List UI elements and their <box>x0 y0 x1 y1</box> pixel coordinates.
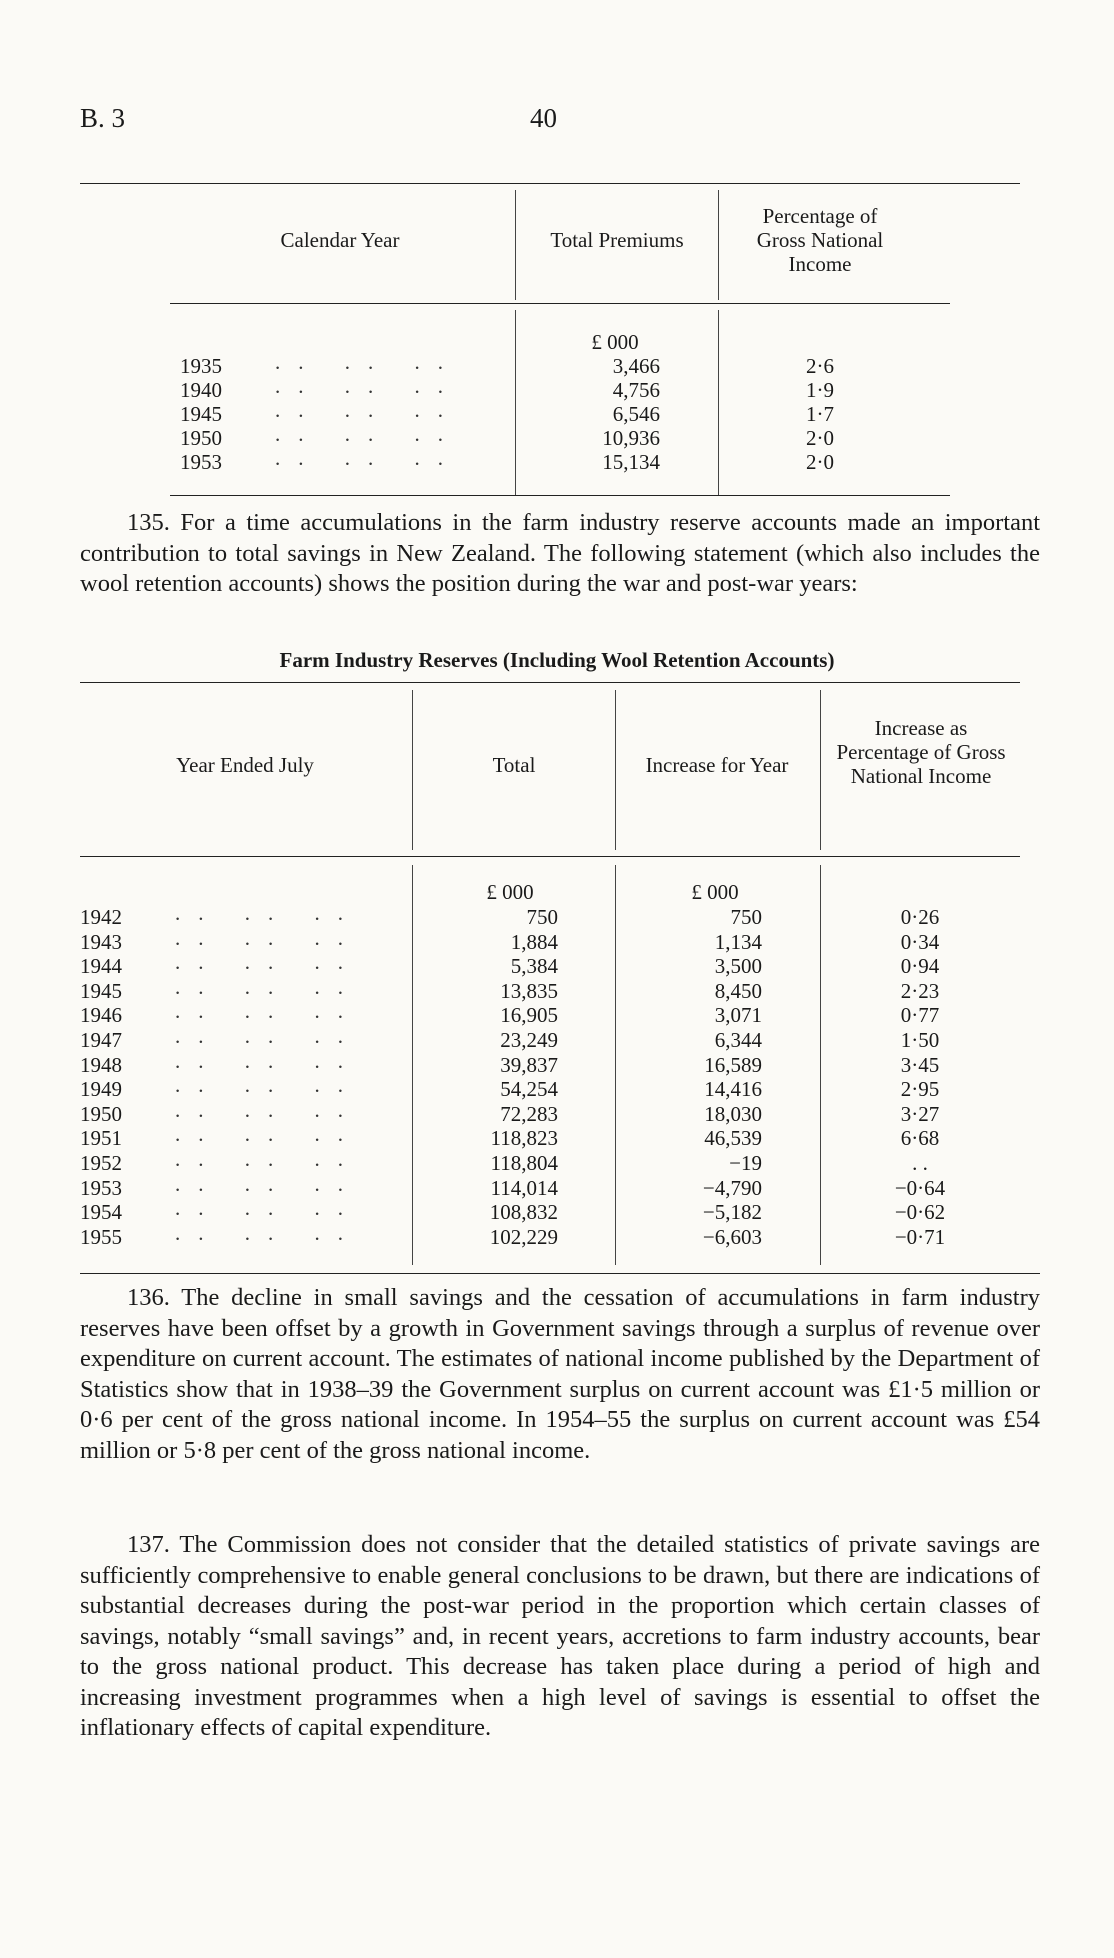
total-cell: 102,229 <box>489 1225 558 1249</box>
premiums-cell: 10,936 <box>602 426 660 450</box>
increase-cell: 3,071 <box>714 1003 762 1027</box>
total-cell: 118,823 <box>490 1126 558 1150</box>
table2-title: Farm Industry Reserves (Including Wool Retention Accounts) <box>279 648 835 672</box>
year-cell: 1950 <box>180 426 222 450</box>
total-cell: 72,283 <box>500 1102 558 1126</box>
pct-cell: 1·7 <box>806 402 834 426</box>
leader-dots: .. .. .. <box>175 999 361 1023</box>
leader-dots: .. .. .. <box>275 374 461 398</box>
leader-dots: .. .. .. <box>175 975 361 999</box>
year-cell: 1940 <box>180 378 222 402</box>
premiums-cell: 6,546 <box>612 402 660 426</box>
premiums-unit: £ 000 <box>591 330 639 354</box>
pct-cell: 2·0 <box>806 450 834 474</box>
year-cell: 1945 <box>180 402 222 426</box>
year-cell: 1948 <box>80 1053 122 1077</box>
increase-pct-cell: 6·68 <box>900 1126 940 1150</box>
year-cell: 1951 <box>80 1126 122 1150</box>
premiums-cell: 15,134 <box>602 450 660 474</box>
leader-dots: .. .. .. <box>275 398 461 422</box>
increase-cell: 3,500 <box>714 954 762 978</box>
col-increase-pct-gni: Increase as Percentage of Gross National Income <box>836 716 1006 788</box>
increase-pct-cell: 2·95 <box>900 1077 940 1101</box>
total-cell: 118,804 <box>490 1151 558 1175</box>
increase-cell: −19 <box>729 1151 762 1175</box>
increase-cell: −5,182 <box>702 1200 762 1224</box>
leader-dots: .. .. .. <box>275 422 461 446</box>
year-cell: 1942 <box>80 905 122 929</box>
year-cell: 1953 <box>80 1176 122 1200</box>
leader-dots: .. .. .. <box>175 1172 361 1196</box>
increase-cell: 750 <box>730 905 762 929</box>
increase-pct-cell: 0·34 <box>900 930 940 954</box>
col-total: Total <box>492 753 536 777</box>
col-total-premiums: Total Premiums <box>550 228 684 252</box>
year-cell: 1943 <box>80 930 122 954</box>
increase-pct-cell: 0·26 <box>900 905 940 929</box>
increase-cell: 46,539 <box>704 1126 762 1150</box>
leader-dots: .. .. .. <box>175 1049 361 1073</box>
year-cell: 1949 <box>80 1077 122 1101</box>
increase-pct-cell: 0·77 <box>900 1003 940 1027</box>
page-number: 40 <box>530 103 557 133</box>
col-year-ended-july: Year Ended July <box>176 753 314 777</box>
total-cell: 5,384 <box>510 954 558 978</box>
increase-cell: 8,450 <box>714 979 762 1003</box>
pct-cell: 2·0 <box>806 426 834 450</box>
col-calendar-year: Calendar Year <box>280 228 400 252</box>
col-pct-gni: Percentage of Gross National Income <box>756 204 884 276</box>
paragraph-137: 137. The Commission does not consider that the detailed statistics of private savings are sufficiently comprehensive to enable general conclusions to be drawn, but there are indications of substantial decreases during the post-war period in the proportion which certain classes of savings, notably “small savings” and, in recent years, accretions to farm industry accounts, bear to the gross national product. This decrease has taken place during a period of high and increasing investment programmes when a high level of savings is essential to offset the inflationary effects of capital expenditure. <box>80 1531 1040 1741</box>
year-cell: 1954 <box>80 1200 122 1224</box>
col-increase-for-year: Increase for Year <box>645 753 789 777</box>
total-cell: 54,254 <box>500 1077 558 1101</box>
total-cell: 23,249 <box>500 1028 558 1052</box>
total-cell: 108,832 <box>489 1200 558 1224</box>
increase-pct-cell: −0·64 <box>894 1176 946 1200</box>
increase-cell: 16,589 <box>704 1053 762 1077</box>
pct-cell: 1·9 <box>806 378 834 402</box>
total-cell: 39,837 <box>500 1053 558 1077</box>
total-cell: 114,014 <box>490 1176 558 1200</box>
year-cell: 1935 <box>180 354 222 378</box>
leader-dots: .. .. .. <box>275 446 461 470</box>
leader-dots: .. .. .. <box>175 1073 361 1097</box>
increase-pct-cell: 0·94 <box>900 954 940 978</box>
leader-dots: .. .. .. <box>175 1098 361 1122</box>
leader-dots: .. .. .. <box>175 1147 361 1171</box>
increase-cell: 1,134 <box>714 930 762 954</box>
year-cell: 1947 <box>80 1028 122 1052</box>
leader-dots: .. .. .. <box>175 1196 361 1220</box>
total-unit: £ 000 <box>486 880 534 904</box>
leader-dots: .. .. .. <box>275 350 461 374</box>
leader-dots: .. .. .. <box>175 950 361 974</box>
year-cell: 1946 <box>80 1003 122 1027</box>
premiums-cell: 4,756 <box>612 378 660 402</box>
increase-pct-cell: 2·23 <box>900 979 940 1003</box>
year-cell: 1953 <box>180 450 222 474</box>
year-cell: 1952 <box>80 1151 122 1175</box>
increase-cell: 14,416 <box>704 1077 762 1101</box>
increase-pct-cell: −0·62 <box>894 1200 946 1224</box>
year-cell: 1955 <box>80 1225 122 1249</box>
increase-pct-cell: −0·71 <box>894 1225 946 1249</box>
total-cell: 1,884 <box>510 930 558 954</box>
leader-dots: .. .. .. <box>175 1221 361 1245</box>
paragraph-135: 135. For a time accumulations in the farm industry reserve accounts made an important contribution to total savings in New Zealand. The following statement (which also includes the wool retention accounts) shows the position during the war and post-war years: <box>80 509 1040 597</box>
increase-cell: 6,344 <box>714 1028 762 1052</box>
increase-pct-cell: 1·50 <box>900 1028 940 1052</box>
series-code: B. 3 <box>80 103 126 133</box>
premiums-cell: 3,466 <box>612 354 660 378</box>
pct-cell: 2·6 <box>806 354 834 378</box>
increase-cell: −6,603 <box>702 1225 762 1249</box>
increase-cell: 18,030 <box>704 1102 762 1126</box>
year-cell: 1945 <box>80 979 122 1003</box>
leader-dots: .. .. .. <box>175 1122 361 1146</box>
year-cell: 1950 <box>80 1102 122 1126</box>
total-cell: 16,905 <box>500 1003 558 1027</box>
year-cell: 1944 <box>80 954 122 978</box>
increase-pct-cell: . . <box>912 1151 928 1175</box>
total-cell: 750 <box>526 905 558 929</box>
leader-dots: .. .. .. <box>175 901 361 925</box>
paragraph-136: 136. The decline in small savings and the cessation of accumulations in farm industry reserves have been offset by a growth in Government savings through a surplus of revenue over expenditure on current account. The estimates of national income published by the Department of Statistics show that in 1938–39 the Government surplus on current account was £1·5 million or 0·6 per cent of the gross national income. In 1954–55 the surplus on current account was £54 million or 5·8 per cent of the gross national income. <box>80 1284 1040 1464</box>
leader-dots: .. .. .. <box>175 1024 361 1048</box>
increase-pct-cell: 3·45 <box>900 1053 940 1077</box>
increase-pct-cell: 3·27 <box>900 1102 940 1126</box>
increase-unit: £ 000 <box>691 880 739 904</box>
leader-dots: .. .. .. <box>175 926 361 950</box>
increase-cell: −4,790 <box>702 1176 762 1200</box>
total-cell: 13,835 <box>500 979 558 1003</box>
